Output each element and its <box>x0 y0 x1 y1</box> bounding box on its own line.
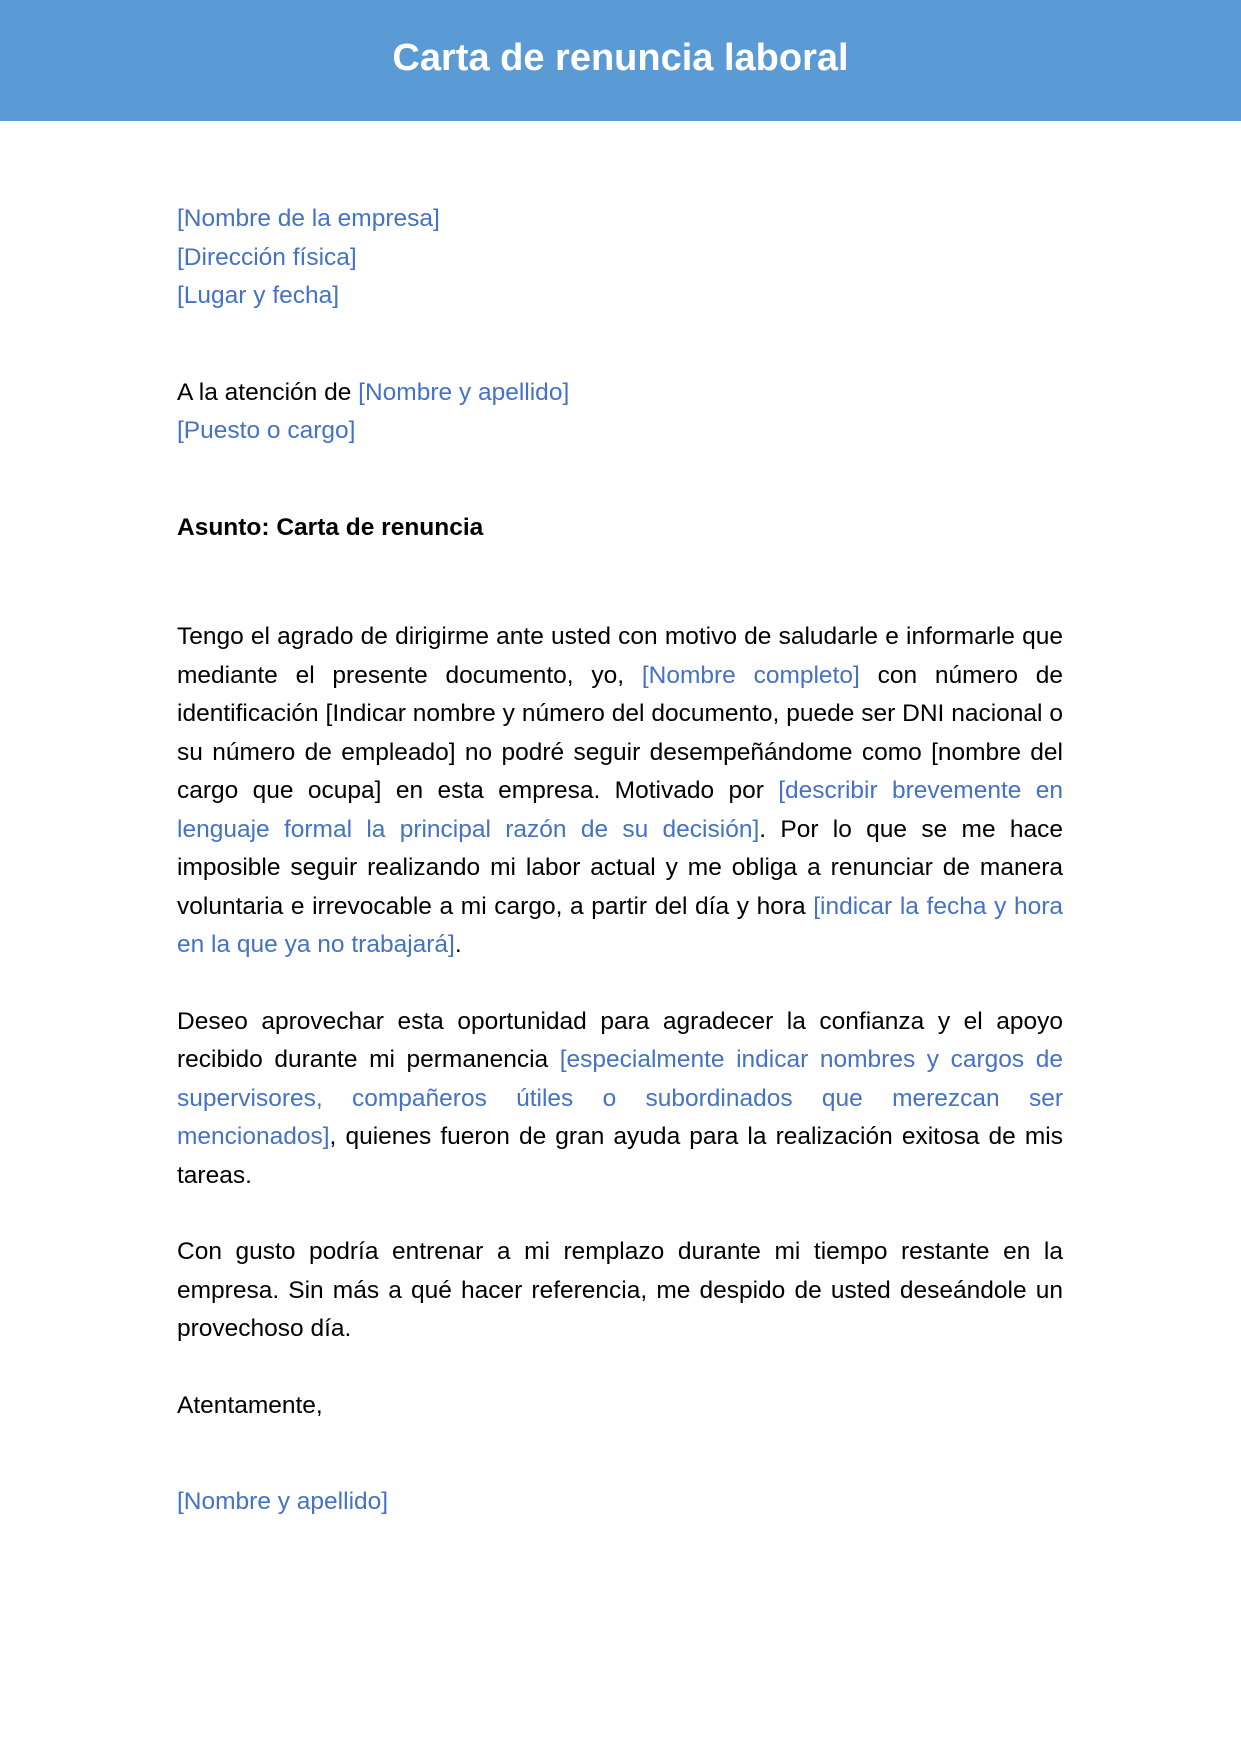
document-title: Carta de renuncia laboral <box>392 37 849 79</box>
address-placeholder: [Dirección física] <box>177 243 357 271</box>
p2-text-1: Deseo aprovechar esta oportunidad para agradecer la confianza y el apoyo recibido durante mi permanencia <box>177 1007 1063 1073</box>
reason-placeholder: [describir brevemente en lenguaje formal la principal razón de su decisión] <box>177 777 1064 843</box>
recipient-position-placeholder: [Puesto o cargo] <box>177 417 356 444</box>
recipient-block <box>177 374 1063 451</box>
signature-placeholder: [Nombre y apellido] <box>177 1488 389 1515</box>
end-date-placeholder: [indicar la fecha y hora en la que ya no trabajará] <box>177 892 1063 958</box>
subject-line: Asunto: Carta de renuncia <box>177 513 484 541</box>
p1-text-1: Tengo el agrado de dirigirme ante usted con motivo de saludarle e informarle que mediante el presente documento, yo, <box>177 623 1063 689</box>
letter-body <box>177 200 1063 1522</box>
attention-line <box>177 374 1063 413</box>
body-paragraph-2 <box>177 1003 1063 1196</box>
p1-text-4: . <box>454 931 462 958</box>
body-paragraph-1 <box>177 618 1063 965</box>
full-name-placeholder: [Nombre completo] <box>641 661 860 689</box>
document-header <box>0 0 1241 121</box>
place-date-placeholder: [Lugar y fecha] <box>177 282 340 309</box>
closing: Atentamente, <box>177 1391 323 1419</box>
p1-text-2: con número de identificación [Indicar nombre y número del documento, puede ser DNI nacional o su número de empleado] no podré seguir desempeñándome como [nombre del cargo que ocupa] en esta empresa. Motivado por <box>177 661 1063 804</box>
company-name-placeholder: [Nombre de la empresa] <box>177 205 440 232</box>
body-paragraph-3: Con gusto podría entrenar a mi remplazo durante mi tiempo restante en la empresa. Sin más a qué hacer referencia, me despido de usted deseándole un provechoso día. <box>177 1238 1063 1342</box>
p2-text-2: , quienes fueron de gran ayuda para la realización exitosa de mis tareas. <box>177 1123 1063 1189</box>
sender-block <box>177 200 1063 316</box>
p1-text-3: . Por lo que se me hace imposible seguir realizando mi labor actual y me obliga a renunciar de manera voluntaria e irrevocable a mi cargo, a partir del día y hora <box>177 815 1064 920</box>
recipient-name-placeholder: [Nombre y apellido] <box>358 378 570 406</box>
colleagues-placeholder: [especialmente indicar nombres y cargos de supervisores, compañeros útiles o subordinados que merezcan ser mencionados] <box>177 1046 1063 1150</box>
attention-prefix: A la atención de <box>177 378 359 406</box>
